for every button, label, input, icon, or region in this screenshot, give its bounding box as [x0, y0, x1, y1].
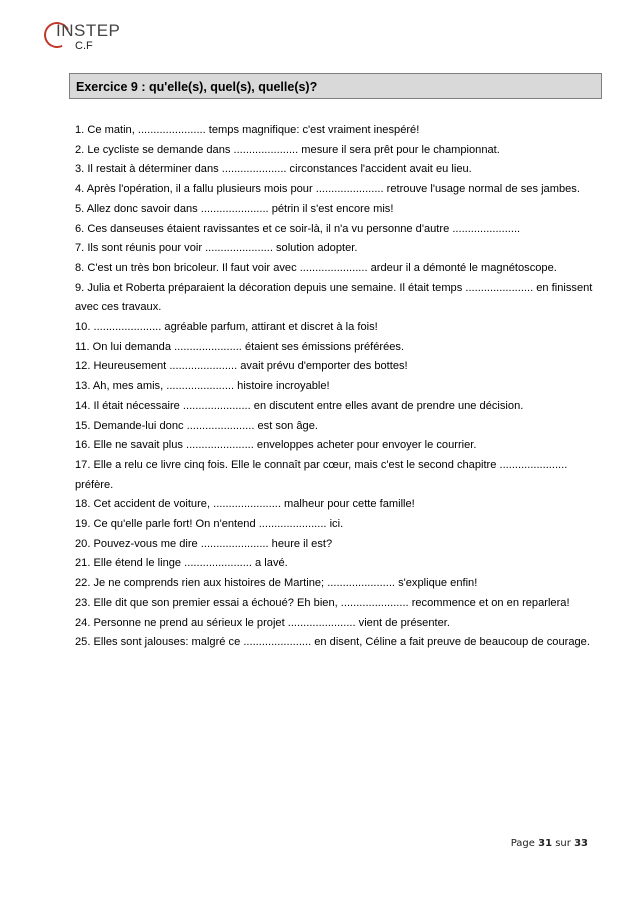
institution-logo	[44, 20, 134, 56]
exercise-title-box	[69, 73, 602, 99]
exercise-item: 24. Personne ne prend au sérieux le projet ...................... vient de présenter.	[75, 616, 450, 629]
exercise-item: 16. Elle ne savait plus ...................... enveloppes acheter pour envoyer le courrier.	[75, 439, 477, 452]
page-footer	[511, 838, 588, 849]
footer-current-page: 31	[538, 838, 553, 849]
exercise-item: 22. Je ne comprends rien aux histoires de Martine; ...................... s'explique enfin!	[75, 577, 478, 590]
footer-separator: sur	[555, 838, 571, 849]
exercise-item: 12. Heureusement ...................... avait prévu d'emporter des bottes!	[75, 360, 408, 373]
exercise-item: 9. Julia et Roberta préparaient la décoration depuis une semaine. Il était temps ...................... en finissent avec ces travaux.	[75, 281, 593, 314]
exercise-item: 3. Il restait à déterminer dans ..................... circonstances l'accident avait eu lieu.	[75, 163, 472, 176]
exercise-item: 7. Ils sont réunis pour voir ...................... solution adopter.	[75, 242, 358, 255]
exercise-item: 8. C'est un très bon bricoleur. Il faut voir avec ...................... ardeur il a démonté le magnétoscope.	[75, 261, 557, 274]
footer-total-pages: 33	[574, 838, 588, 849]
exercise-item: 2. Le cycliste se demande dans ..................... mesure il sera prêt pour le championnat.	[75, 143, 500, 156]
exercise-item: 17. Elle a relu ce livre cinq fois. Elle le connaît par cœur, mais c'est le second chapitre ...................... préfère.	[75, 458, 568, 491]
exercise-item: 23. Elle dit que son premier essai a échoué? Eh bien, ...................... recommence et on en reparlera!	[75, 596, 570, 609]
exercise-item: 10. ...................... agréable parfum, attirant et discret à la fois!	[75, 321, 378, 334]
logo-subtitle: C.F	[75, 40, 93, 52]
exercise-item: 19. Ce qu'elle parle fort! On n'entend ...................... ici.	[75, 518, 344, 531]
exercise-item: 20. Pouvez-vous me dire ...................... heure il est?	[75, 537, 333, 550]
exercise-item: 11. On lui demanda ...................... étaient ses émissions préférées.	[75, 340, 405, 353]
exercise-list	[75, 121, 595, 653]
exercise-item: 1. Ce matin, ...................... temps magnifique: c'est vraiment inespéré!	[75, 124, 420, 136]
exercise-item: 5. Allez donc savoir dans ...................... pétrin il s'est encore mis!	[75, 202, 394, 215]
logo-text: INSTEP	[56, 21, 121, 40]
exercise-item: 15. Demande-lui donc ...................... est son âge.	[75, 419, 318, 432]
footer-prefix: Page	[510, 838, 535, 849]
exercise-item: 25. Elles sont jalouses: malgré ce ...................... en disent, Céline a fait preuve de beaucoup de courage.	[75, 636, 590, 649]
exercise-item: 6. Ces danseuses étaient ravissantes et ce soir-là, il n'a vu personne d'autre ......................	[75, 222, 521, 235]
exercise-item: 18. Cet accident de voiture, ...................... malheur pour cette famille!	[75, 498, 415, 511]
exercise-item: 14. Il était nécessaire ...................... en discutent entre elles avant de prendre une décision.	[75, 399, 524, 412]
exercise-title: Exercice 9 : qu'elle(s), quel(s), quelle(s)?	[76, 80, 318, 94]
exercise-item: 21. Elle étend le linge ...................... a lavé.	[75, 557, 288, 570]
exercise-item: 4. Après l'opération, il a fallu plusieurs mois pour ...................... retrouve l'usage normal de ses jambes.	[75, 183, 580, 196]
exercise-item: 13. Ah, mes amis, ...................... histoire incroyable!	[75, 380, 330, 393]
